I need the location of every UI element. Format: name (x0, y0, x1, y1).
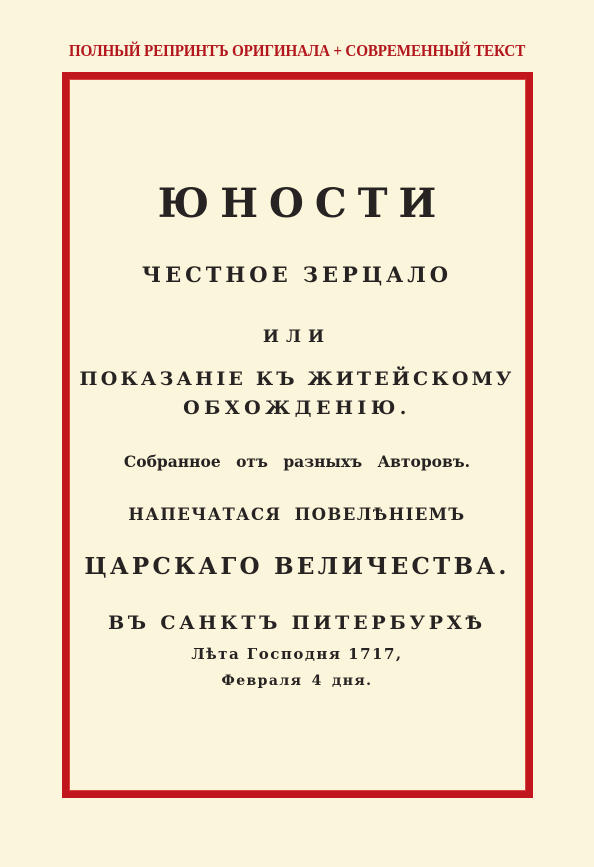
description-line-2: ОБХОЖДЕНІЮ. (183, 397, 411, 419)
book-title: ЮНОСТИ (157, 180, 448, 227)
book-subtitle: ЧЕСТНОЕ ЗЕРЦАЛО (141, 262, 453, 287)
city-text: ВЪ САНКТЪ ПИТЕРБУРХѢ (108, 612, 486, 634)
majesty-text: ЦАРСКАГО ВЕЛИЧЕСТВА. (84, 553, 510, 580)
conjunction-text: ИЛИ (262, 327, 332, 347)
description-line-1: ПОКАЗАНІЕ КЪ ЖИТЕЙСКОМУ (79, 368, 515, 390)
reprint-banner: ПОЛНЫЙ РЕПРИНТЪ ОРИГИНАЛА + СОВРЕМЕННЫЙ ТЕКСТ (68, 41, 526, 60)
printed-by-text: НАПЕЧАТАСЯ ПОВЕЛѢНІЕМЪ (128, 505, 466, 524)
date-line: Февраля 4 дня. (221, 673, 373, 689)
year-line: Лѣта Господня 1717, (191, 645, 403, 663)
compiled-from-text: Собранное отъ разныхъ Авторовъ. (123, 452, 471, 471)
